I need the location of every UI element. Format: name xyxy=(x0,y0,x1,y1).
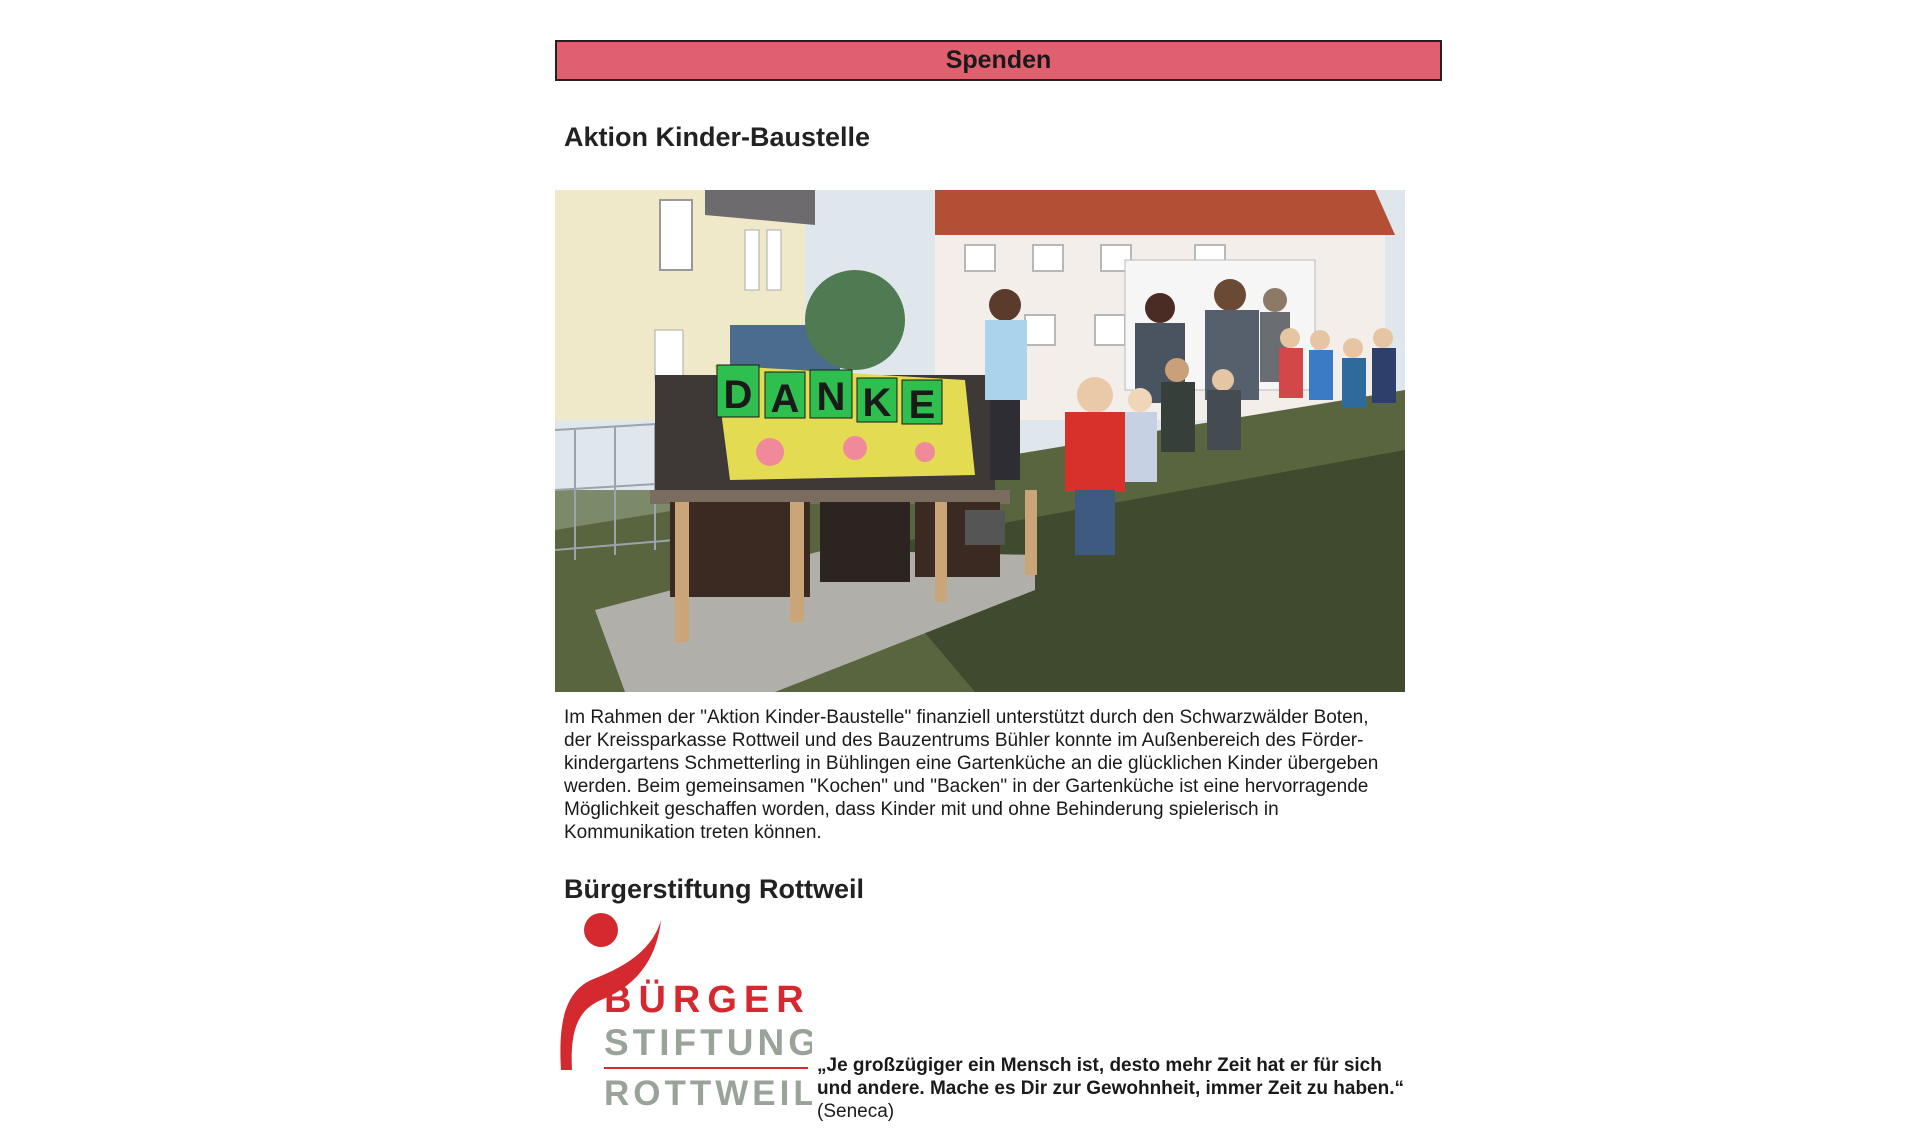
sign-letter-n: N xyxy=(816,375,846,419)
quote-line: und andere. Mache es Dir zur Gewohnheit, immer Zeit zu haben.“ xyxy=(817,1078,1404,1099)
logo-line-rottweil: ROTTWEIL xyxy=(604,1074,812,1113)
logo-line-buerger: BÜRGER xyxy=(604,979,811,1021)
article-text-line: kindergartens Schmetterling in Bühlingen eine Gartenküche an die glücklichen Kinder übergeben xyxy=(564,753,1379,774)
seneca-quote xyxy=(817,1054,1457,1123)
header-title: Spenden xyxy=(945,46,1052,74)
heading-buergerstiftung-rottweil: Bürgerstiftung Rottweil xyxy=(564,874,864,904)
quote-line: „Je großzügiger ein Mensch ist, desto mehr Zeit hat er für sich xyxy=(817,1055,1382,1076)
article-text-line: Kommunikation treten können. xyxy=(564,822,822,843)
sign-letter-k: K xyxy=(862,381,892,425)
sign-letter-a: A xyxy=(770,377,800,421)
buergerstiftung-logo xyxy=(556,910,812,1125)
article-text-line: Möglichkeit geschaffen worden, dass Kinder mit und ohne Behinderung spielerisch in xyxy=(564,799,1279,820)
logo-line-stiftung: STIFTUNG xyxy=(604,1022,812,1063)
article-text xyxy=(564,706,1434,844)
quote-source: (Seneca) xyxy=(817,1101,895,1122)
section-header-bar xyxy=(555,40,1442,81)
article-text-line: werden. Beim gemeinsamen "Kochen" und "Backen" in der Gartenküche ist eine hervorragende xyxy=(564,776,1369,797)
garden-kitchen-photo xyxy=(555,190,1405,692)
heading-aktion-kinder-baustelle: Aktion Kinder-Baustelle xyxy=(564,122,871,152)
sign-letter-e: E xyxy=(908,383,936,427)
sign-letter-d: D xyxy=(723,373,753,417)
article-text-line: der Kreissparkasse Rottweil und des Bauzentrums Bühler konnte im Außenbereich des Förder- xyxy=(564,730,1364,751)
article-text-line: Im Rahmen der "Aktion Kinder-Baustelle" finanziell unterstützt durch den Schwarzwälder Boten, xyxy=(564,707,1369,728)
